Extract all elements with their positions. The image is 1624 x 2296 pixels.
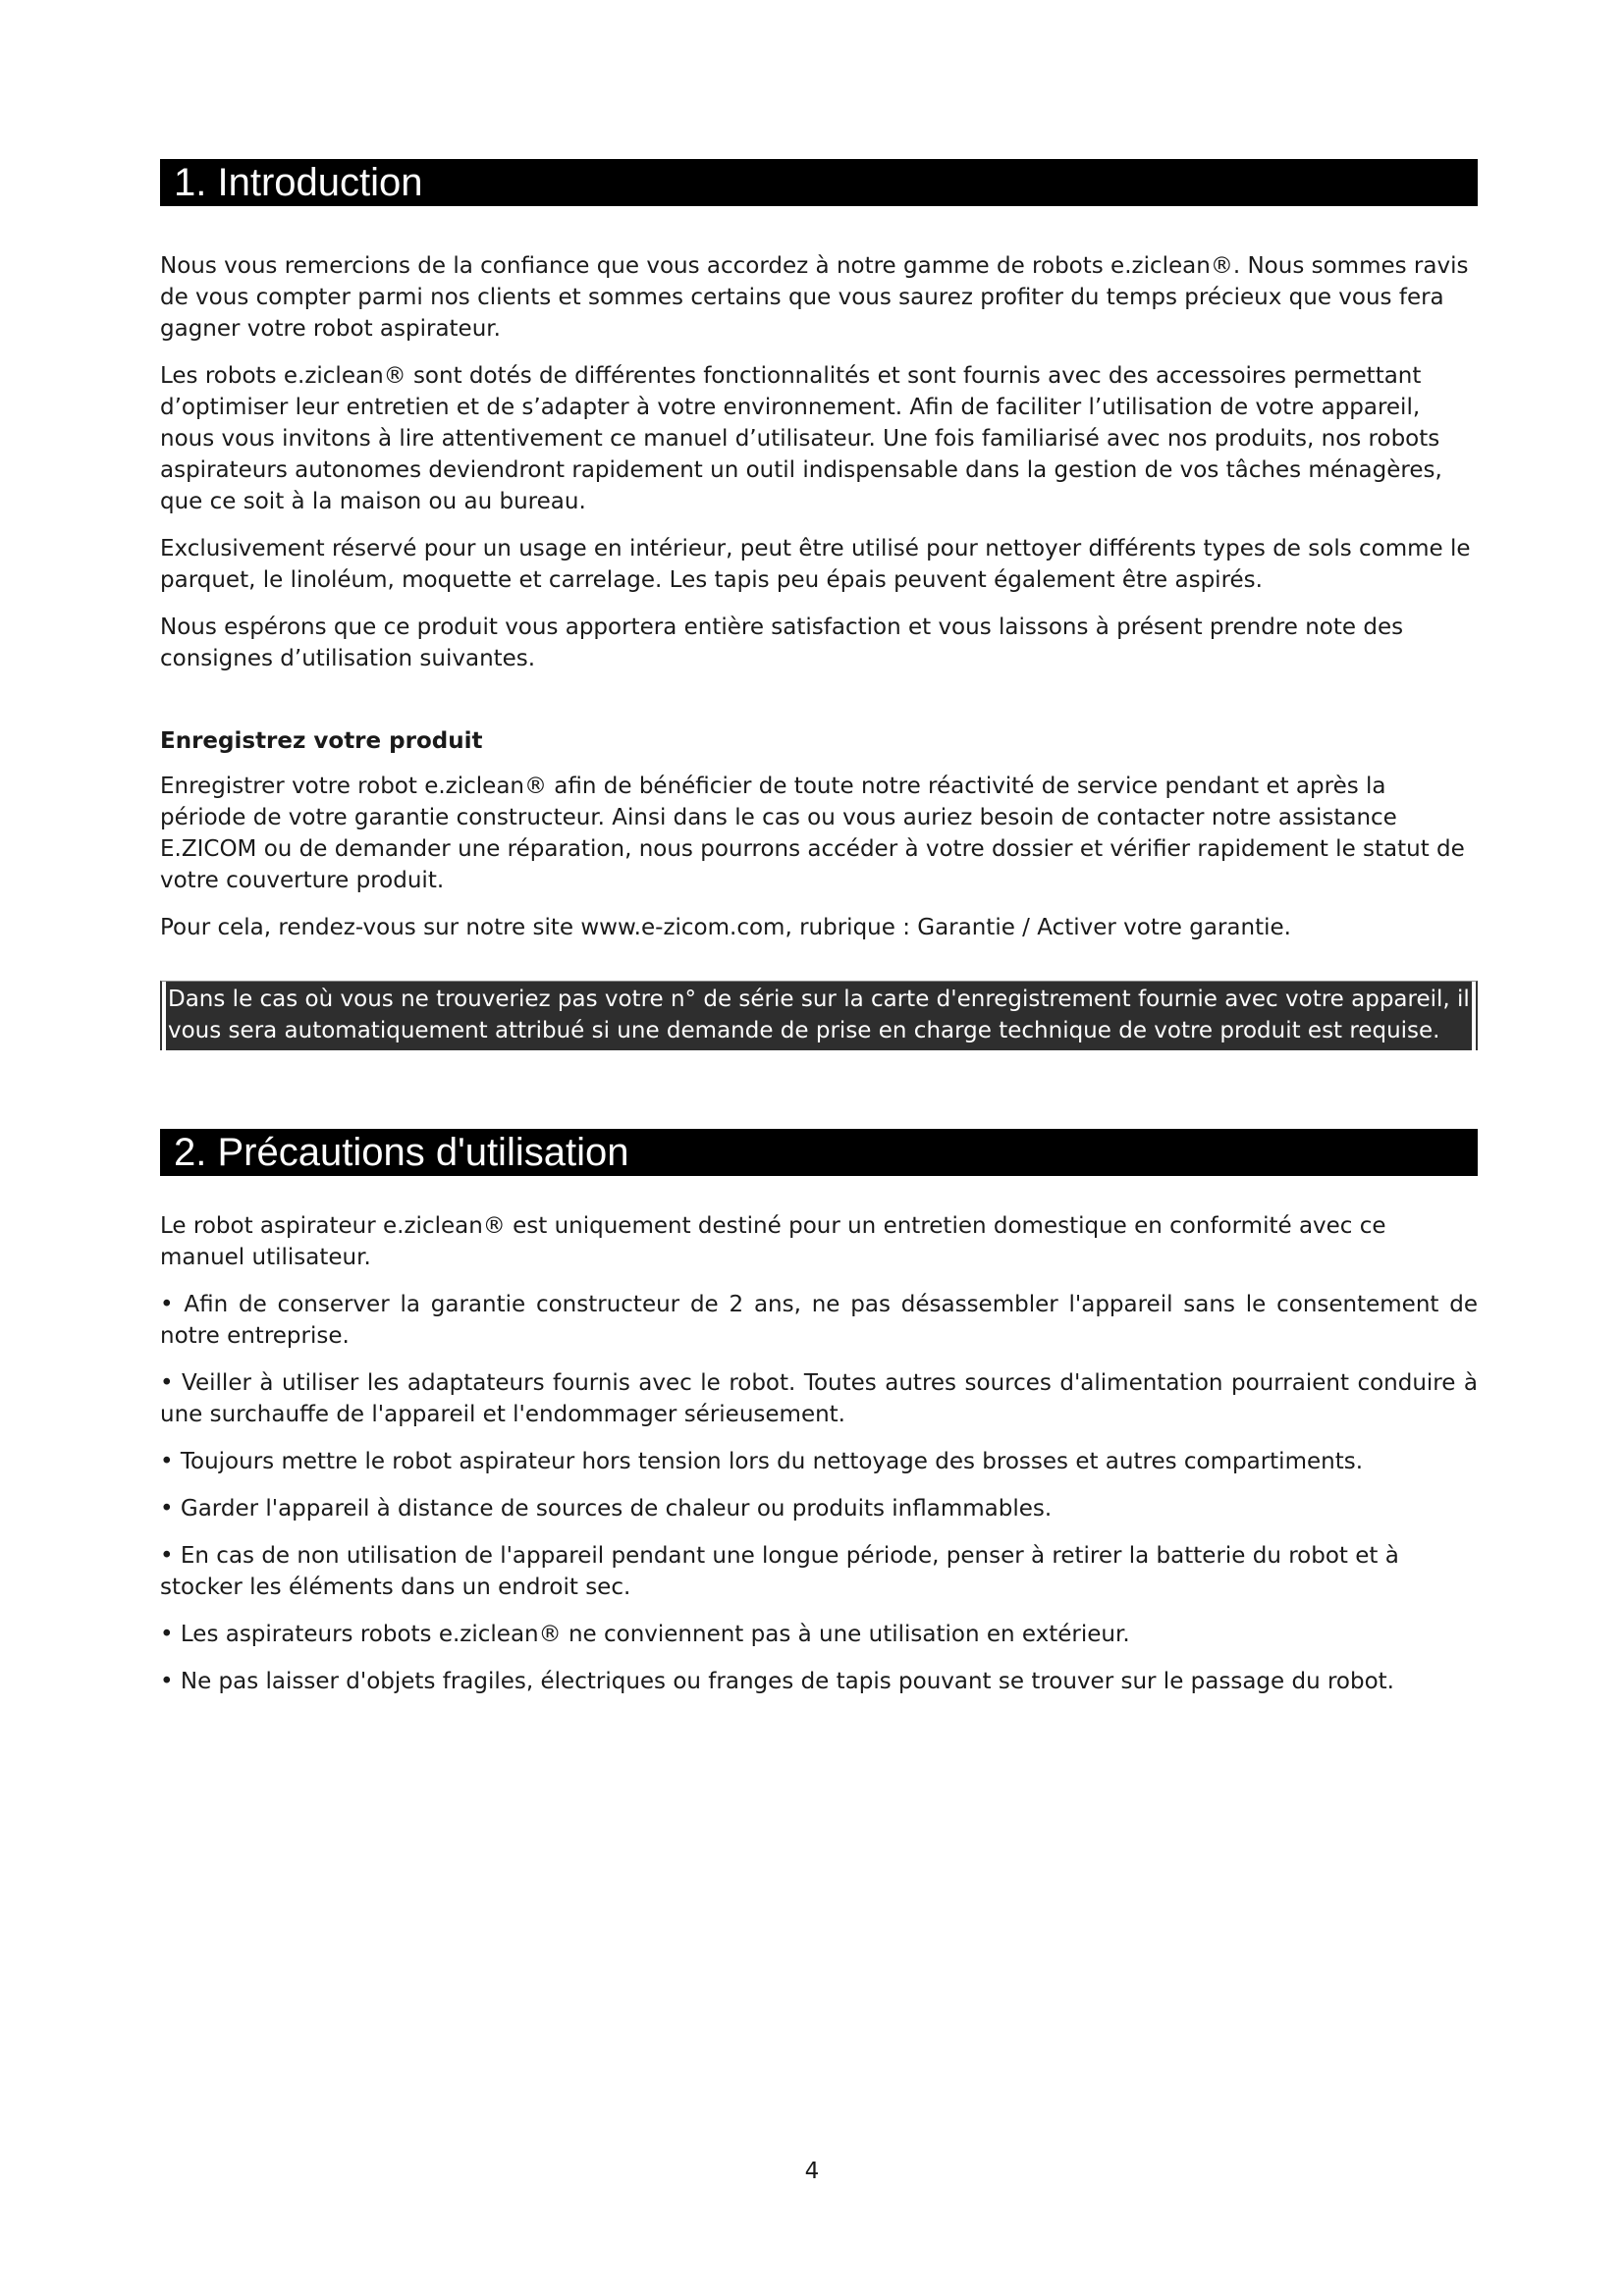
serial-number-note-text: Dans le cas où vous ne trouveriez pas votre n° de série sur la carte d'enregistrement fournie avec votre appareil, il vous sera automatiquement attribué si une demande de prise en charge technique de votre produit est requise. [166, 982, 1472, 1050]
precautions-intro: Le robot aspirateur e.ziclean® est uniquement destiné pour un entretien domestique en conformité avec ce manuel utilisateur. [160, 1213, 1386, 1270]
page-number: 4 [804, 2159, 820, 2184]
precaution-item: • En cas de non utilisation de l'appareil pendant une longue période, penser à retirer la batterie du robot et à stocker les éléments dans un endroit sec. [160, 1543, 1399, 1600]
spacer [160, 206, 1478, 276]
precaution-item: • Les aspirateurs robots e.ziclean® ne conviennent pas à une utilisation en extérieur. [160, 1622, 1130, 1647]
precaution-item: • Ne pas laisser d'objets fragiles, électriques ou franges de tapis pouvant se trouver sur le passage du robot. [160, 1669, 1394, 1694]
precaution-item: • Toujours mettre le robot aspirateur hors tension lors du nettoyage des brosses et autres compartiments. [160, 1449, 1364, 1474]
precaution-item: • Garder l'appareil à distance de sources de chaleur ou produits inflammables. [160, 1496, 1053, 1522]
register-heading: Enregistrez votre produit [160, 728, 483, 754]
register-paragraph-1: Enregistrer votre robot e.ziclean® afin de bénéficier de toute notre réactivité de service pendant et après la période de votre garantie constructeur. Ainsi dans le cas ou vous auriez besoin de contacter notre assistance E.ZICOM ou de demander une réparation, nous pourrons accéder à votre dossier et vérifier rapidement le statut de votre couverture produit. [160, 774, 1465, 893]
precaution-item: • Veiller à utiliser les adaptateurs fournis avec le robot. Toutes autres sources d'alimentation pourraient conduire à une surchauffe de l'appareil et l'endommager sérieusement. [160, 1370, 1478, 1427]
section-2-heading: 2. Précautions d'utilisation [160, 1129, 1478, 1176]
register-paragraph-2: Pour cela, rendez-vous sur notre site www.e-zicom.com, rubrique : Garantie / Activer votre garantie. [160, 915, 1291, 940]
serial-number-note-box [160, 981, 1478, 1050]
document-page [160, 159, 1478, 1697]
precaution-item: • Afin de conserver la garantie constructeur de 2 ans, ne pas désassembler l'appareil sans le consentement de notre entreprise. [160, 1292, 1478, 1349]
intro-paragraph-3: Exclusivement réservé pour un usage en intérieur, peut être utilisé pour nettoyer différents types de sols comme le parquet, le linoléum, moquette et carrelage. Les tapis peu épais peuvent également être aspirés. [160, 536, 1471, 593]
intro-paragraph-1: Nous vous remercions de la confiance que vous accordez à notre gamme de robots e.ziclean®. Nous sommes ravis de vous compter parmi nos clients et sommes certains que vous saurez profiter du temps précieux que vous fera gagner votre robot aspirateur. [160, 253, 1469, 342]
section-1-heading: 1. Introduction [160, 159, 1478, 206]
intro-paragraph-2: Les robots e.ziclean® sont dotés de différentes fonctionnalités et sont fournis avec des accessoires permettant d’optimiser leur entretien et de s’adapter à votre environnement. Afin de faciliter l’utilisation de votre appareil, nous vous invitons à lire attentivement ce manuel d’utilisateur. Une fois familiarisé avec nos produits, nos robots aspirateurs autonomes deviendront rapidement un outil indispensable dans la gestion de vos tâches ménagères, que ce soit à la maison ou au bureau. [160, 363, 1442, 514]
intro-paragraph-4: Nous espérons que ce produit vous apportera entière satisfaction et vous laissons à présent prendre note des consignes d’utilisation suivantes. [160, 614, 1404, 671]
